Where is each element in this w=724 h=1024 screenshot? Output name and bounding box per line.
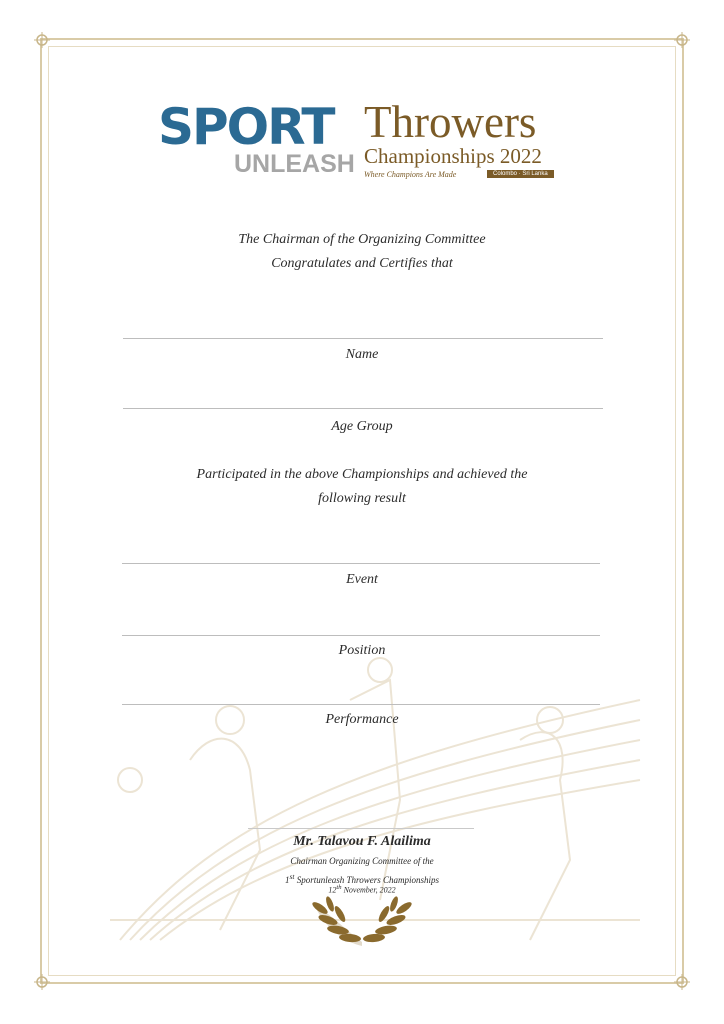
title-ordinal-suffix: st: [289, 872, 295, 881]
age-group-line: [123, 408, 603, 409]
participation-line-2: following result: [318, 491, 406, 506]
participation-line-1: Participated in the above Championships and achieved the: [196, 467, 528, 482]
name-label: Name: [345, 347, 379, 362]
date-day-suffix: th: [336, 884, 342, 891]
participation-text: [0, 463, 724, 511]
championship-logo: [158, 98, 566, 186]
date-day: 12: [328, 885, 337, 895]
corner-ornament-icon: [32, 30, 52, 50]
event-line: [122, 563, 600, 564]
signatory-title: [0, 853, 724, 888]
position-line: [122, 635, 600, 636]
logo-location-badge: Colombo · Sri Lanka: [487, 170, 554, 178]
age-group-label: Age Group: [331, 419, 393, 434]
position-label: Position: [338, 643, 386, 658]
corner-ornament-icon: [32, 972, 52, 992]
name-line: [123, 338, 603, 339]
intro-line-2: Congratulates and Certifies that: [271, 256, 453, 271]
laurel-wreath-icon: [300, 894, 424, 948]
signatory-name: Mr. Talavou F. Alailima: [293, 834, 431, 849]
logo-sport-text: SPORT: [158, 98, 334, 156]
signature-line: [248, 828, 474, 829]
performance-label: Performance: [325, 712, 399, 727]
title-ordinal-number: 1: [285, 875, 290, 885]
certificate-intro: [0, 228, 724, 276]
logo-championships-text: Championships 2022: [364, 144, 542, 168]
date-month-year: November, 2022: [341, 885, 396, 895]
logo-throwers-text: Throwers: [364, 97, 537, 147]
corner-ornament-icon: [672, 972, 692, 992]
corner-ornament-icon: [672, 30, 692, 50]
logo-unleash-text: UNLEASH: [234, 150, 355, 178]
title-championship-name: Sportunleash Throwers Championships: [294, 875, 439, 885]
signatory-title-line-1: Chairman Organizing Committee of the: [290, 856, 434, 866]
event-label: Event: [346, 572, 378, 587]
intro-line-1: The Chairman of the Organizing Committee: [238, 232, 486, 247]
logo-tagline: Where Champions Are Made: [364, 170, 457, 179]
performance-line: [122, 704, 600, 705]
